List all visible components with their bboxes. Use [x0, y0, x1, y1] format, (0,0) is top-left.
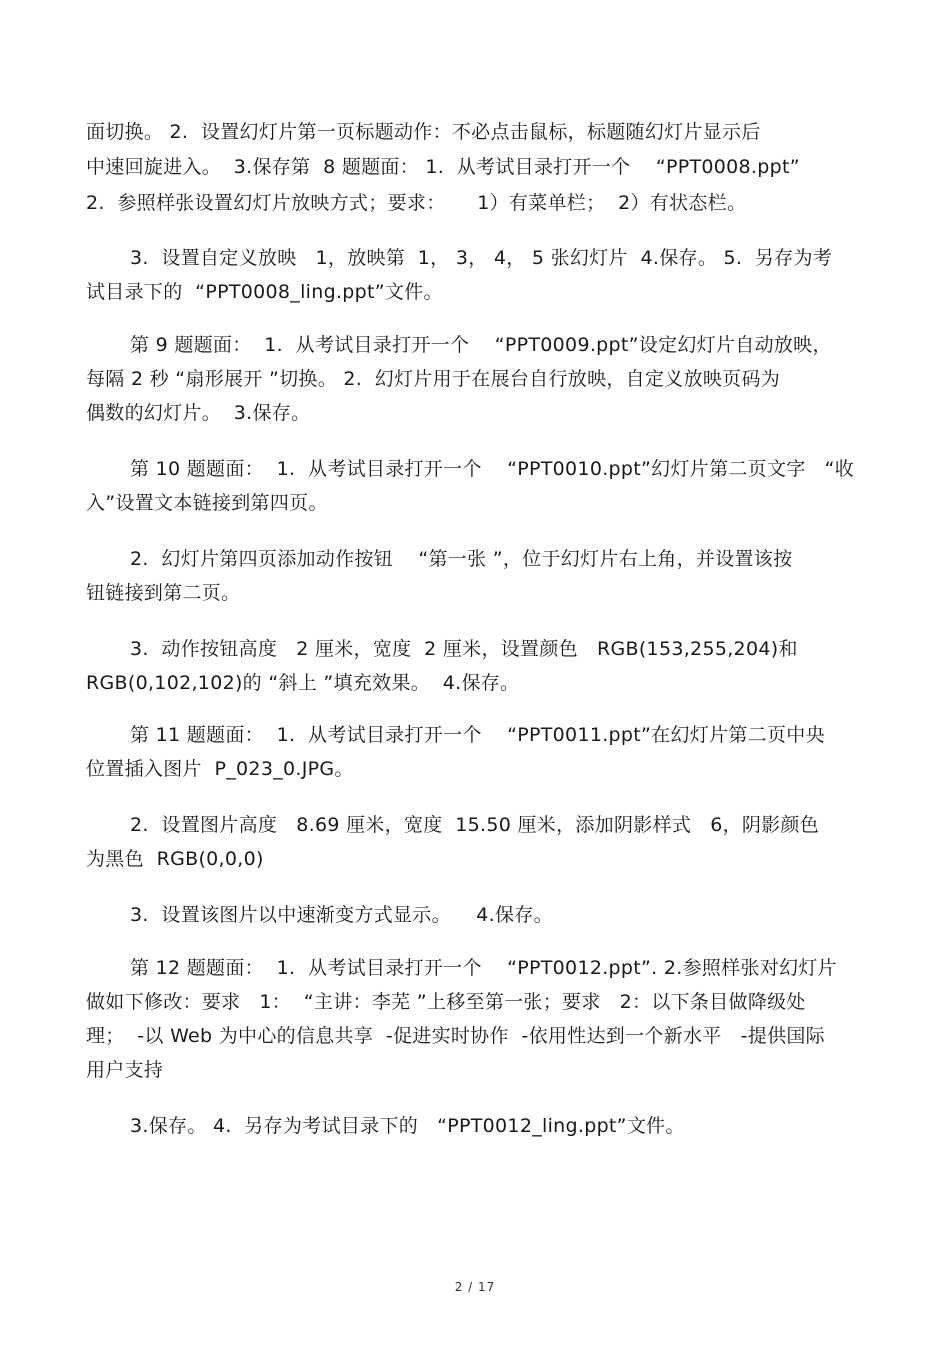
text-line: 位置插入图片 P_023_0.JPG。 — [86, 758, 354, 780]
text-line: 2. 幻灯片第四页添加动作按钮 “第一张 ”，位于幻灯片右上角，并设置该按 — [130, 548, 793, 570]
text-line: 钮链接到第二页。 — [86, 582, 241, 604]
text-line: 2. 设置图片高度 8.69 厘米，宽度 15.50 厘米，添加阴影样式 6，阴影颜色 — [130, 814, 820, 836]
page-number: 2 / 17 — [454, 1280, 496, 1294]
text-line: 试目录下的 “PPT0008_ling.ppt”文件。 — [86, 281, 443, 303]
text-line: 3. 设置该图片以中速渐变方式显示。 4.保存。 — [130, 904, 553, 926]
text-line: 3. 动作按钮高度 2 厘米，宽度 2 厘米，设置颜色 RGB(153,255,204)和 — [130, 638, 798, 660]
text-line: 偶数的幻灯片。 3.保存。 — [86, 402, 311, 424]
text-line: RGB(0,102,102)的 “斜上 ”填充效果。 4.保存。 — [86, 672, 520, 694]
text-line: 为黑色 RGB(0,0,0) — [86, 848, 264, 870]
text-line: 每隔 2 秒 “扇形展开 ”切换。 2. 幻灯片用于在展台自行放映，自定义放映页码为 — [86, 368, 781, 390]
text-line: 第 9 题题面： 1. 从考试目录打开一个 “PPT0009.ppt”设定幻灯片自动放映， — [130, 334, 832, 356]
text-line: 第 10 题题面： 1. 从考试目录打开一个 “PPT0010.ppt”幻灯片第二页文字 “收 — [130, 458, 855, 480]
text-line: 第 12 题题面： 1. 从考试目录打开一个 “PPT0012.ppt”. 2.参照样张对幻灯片 — [130, 957, 837, 979]
text-line: 第 11 题题面： 1. 从考试目录打开一个 “PPT0011.ppt”在幻灯片第二页中央 — [130, 724, 825, 746]
text-line: 中速回旋进入。 3.保存第 8 题题面： 1. 从考试目录打开一个 “PPT0008.ppt” — [86, 156, 800, 178]
text-line: 理； -以 Web 为中心的信息共享 -促进实时协作 -依用性达到一个新水平 -提供国际 — [86, 1025, 825, 1047]
text-line: 3.保存。 4. 另存为考试目录下的 “PPT0012_ling.ppt”文件。 — [130, 1115, 685, 1137]
text-line: 做如下修改：要求 1： “主讲：李芜 ”上移至第一张；要求 2：以下条目做降级处 — [86, 991, 806, 1013]
text-line: 2. 参照样张设置幻灯片放映方式；要求： 1）有菜单栏； 2）有状态栏。 — [86, 192, 747, 214]
text-line: 用户支持 — [86, 1059, 164, 1081]
text-line: 3. 设置自定义放映 1，放映第 1， 3， 4， 5 张幻灯片 4.保存。 5. 另存为考 — [130, 247, 833, 269]
text-line: 面切换。 2. 设置幻灯片第一页标题动作：不必点击鼠标，标题随幻灯片显示后 — [86, 121, 761, 143]
text-line: 入”设置文本链接到第四页。 — [86, 492, 328, 514]
